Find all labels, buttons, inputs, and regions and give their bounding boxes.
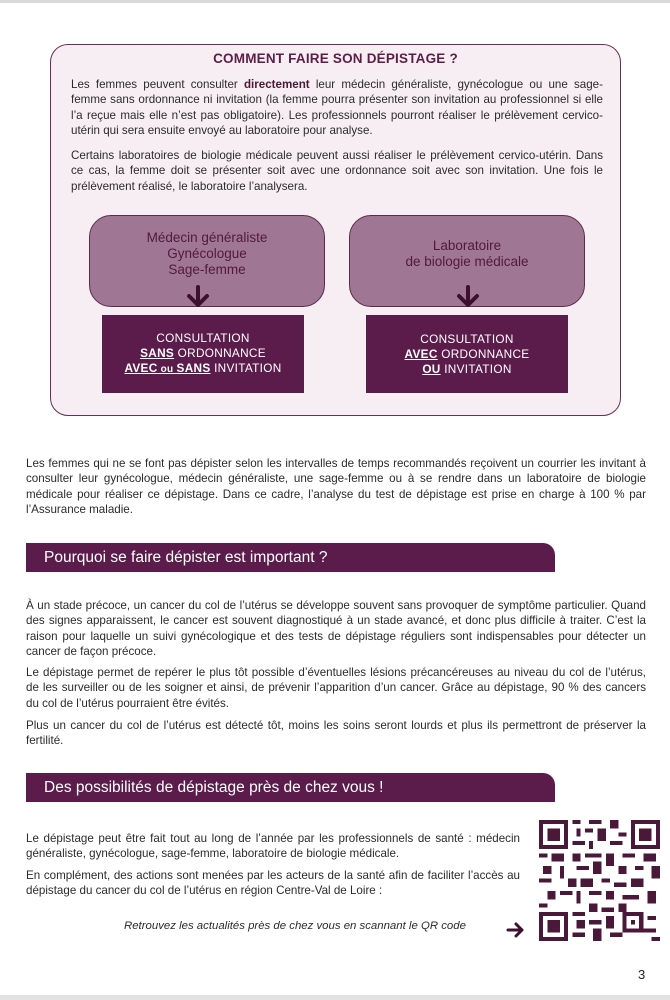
top-divider [0, 0, 670, 3]
scan-instruction: Retrouvez les actualités près de chez vous en scannant le QR code [124, 920, 466, 932]
box-paragraph-2: Certains laboratoires de biologie médicale peuvent aussi réaliser le prélèvement cervico-utérin. Dans ce cas, la femme doit se présenter soit avec une ordonnance soit avec son invitation. Une fois le prélèvement réalisé, le laboratoire l’analysera. [71, 149, 603, 193]
arrow-down-icon [184, 285, 212, 309]
bottom-divider [0, 995, 670, 1000]
page-number: 3 [638, 967, 646, 982]
nearby-paragraph-1: Le dépistage peut être fait tout au long de l’année par les professionnels de santé : médecin généraliste, gynécologue, sage-femme, laboratoire de biologie médicale. [26, 832, 520, 861]
section-heading-why: Pourquoi se faire dépister est important ? [26, 543, 555, 572]
emphasis-directement: directement [243, 78, 310, 91]
box-title: COMMENT FAIRE SON DÉPISTAGE ? [213, 51, 458, 66]
screening-info-box [50, 44, 621, 416]
invitation-paragraph: Les femmes qui ne se font pas dépister selon les intervalles de temps recommandés reçoivent un courrier les invitant à consulter leur gynécologue, médecin généraliste, une sage-femme ou à se rendre dans un laboratoire de biologie médicale pour réaliser ce dépistage. Dans ce cadre, l’analyse du test de dépistage est prise en charge à 100 % par l’Assurance maladie. [26, 457, 646, 516]
professionals-pill: Médecin généraliste Gynécologue Sage-femme [89, 215, 325, 307]
consultation-without-prescription: CONSULTATION SANS ORDONNANCE AVEC ou SANS INVITATION [102, 315, 304, 393]
consultation-with-prescription: CONSULTATION AVEC ORDONNANCE OU INVITATION [366, 315, 568, 393]
laboratory-pill: Laboratoire de biologie médicale [349, 215, 585, 307]
arrow-right-icon [506, 921, 526, 939]
nearby-paragraph-2: En complément, des actions sont menées par les acteurs de la santé afin de faciliter l’accès au dépistage du cancer du col de l’utérus en région Centre-Val de Loire : [26, 869, 520, 898]
why-paragraph-1: À un stade précoce, un cancer du col de l’utérus se développe souvent sans provoquer de symptôme particulier. Quand des signes apparaissent, le cancer est souvent diagnostiqué à un stade avancé, et donc plus difficile à traiter. C’est la raison pour laquelle un suivi gynécologique et des tests de dépistage réguliers sont indispensables pour détecter un cancer de façon précoce. [26, 599, 646, 658]
why-paragraph-3: Plus un cancer du col de l’utérus est détecté tôt, moins les soins seront lourds et plus ils permettront de préserver la fertilité. [26, 719, 646, 748]
section-heading-nearby: Des possibilités de dépistage près de chez vous ! [26, 773, 555, 802]
box-paragraph-1: Les femmes peuvent consulter directement leur médecin généraliste, gynécologue ou une sage-femme sans ordonnance ni invitation (la femme pourra présenter son invitation au professionnel si elle l’a reçue mais elle n’est pas obligatoire). Les professionnels pourront réaliser le prélèvement cervico-utérin qui sera ensuite envoyé au laboratoire pour analyse. [71, 78, 603, 137]
arrow-down-icon [454, 285, 482, 309]
why-paragraph-2: Le dépistage permet de repérer le plus tôt possible d’éventuelles lésions précancéreuses au niveau du col de l’utérus, de les surveiller ou de les soigner et ainsi, de prévenir l’apparition d’un cancer. Grâce au dépistage, 90 % des cancers du col de l’utérus pourraient être évités. [26, 666, 646, 710]
qr-code[interactable] [539, 820, 660, 941]
